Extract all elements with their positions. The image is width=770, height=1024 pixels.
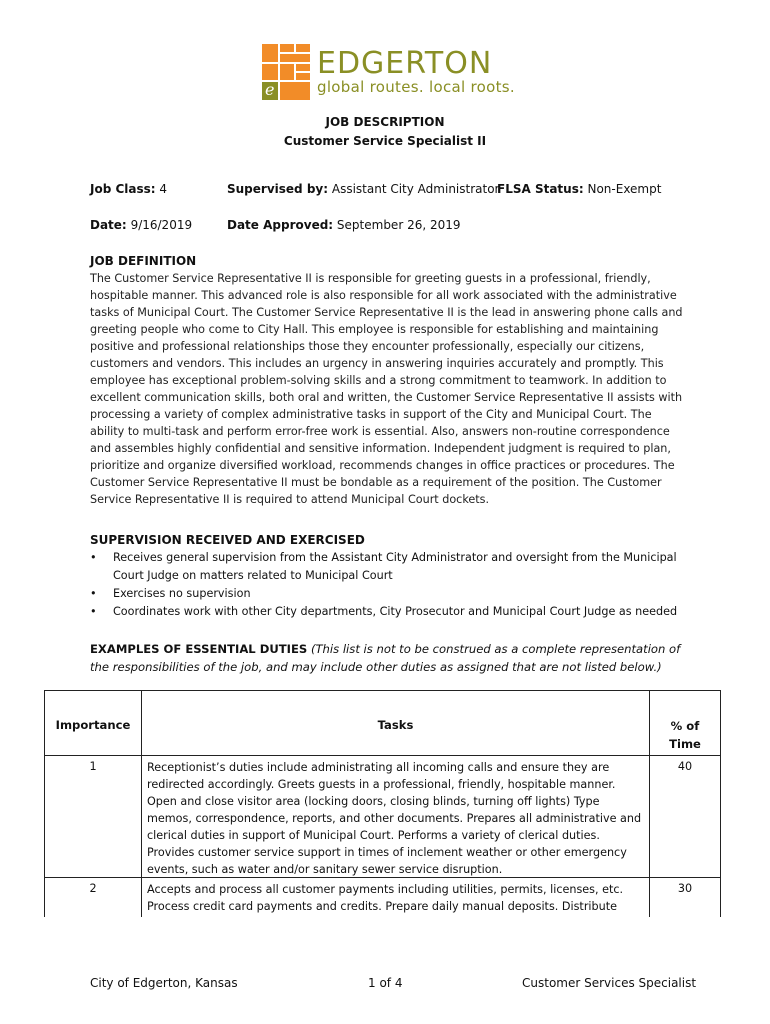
duties-note: (This list is not to be construed as a complete representation of the responsibilities of the job, and may include other duties as assigned that are not listed below.) bbox=[90, 642, 681, 674]
table-divider bbox=[45, 755, 720, 756]
row1-task: Receptionist’s duties include administrating all incoming calls and ensure they are redirected accordingly. Greets guests in a professional, friendly, hospitable manner. Open and close visitor area (locking doors, closing blinds, turning off lights) Type memos, correspondence, reports, and other documents. Prepares all administrative and clerical duties in support of Municipal Court. Performs a variety of clerical duties. Provides customer service support in times of inclement weather or other emergency events, such as water and/or sanitary sewer service disruption. bbox=[147, 761, 642, 876]
job-class-label: Job Class: bbox=[90, 182, 156, 196]
doc-subtitle: Customer Service Specialist II bbox=[283, 134, 487, 148]
doc-title: JOB DESCRIPTION bbox=[325, 115, 445, 129]
footer-left: City of Edgerton, Kansas bbox=[90, 976, 238, 990]
flsa-value: Non-Exempt bbox=[587, 182, 662, 196]
duties-table bbox=[44, 690, 721, 917]
col-header-tasks: Tasks bbox=[377, 718, 414, 732]
job-class bbox=[90, 182, 167, 196]
date-value: 9/16/2019 bbox=[130, 218, 193, 232]
supervision-heading: SUPERVISION RECEIVED AND EXERCISED bbox=[90, 533, 365, 547]
job-date bbox=[90, 218, 192, 232]
col-header-time: % of Time bbox=[669, 719, 701, 751]
flsa-label: FLSA Status: bbox=[497, 182, 584, 196]
col-header-importance: Importance bbox=[55, 718, 131, 732]
footer-page-number: 1 of 4 bbox=[368, 976, 403, 990]
definition-heading: JOB DEFINITION bbox=[90, 254, 197, 268]
list-item: • Receives general supervision from the Assistant City Administrator and oversight from the Municipal Court Judge on matters related to Municipal Court bbox=[90, 549, 690, 585]
date-label: Date: bbox=[90, 218, 127, 232]
row2-time: 30 bbox=[677, 882, 693, 895]
logo-wordmark: EDGERTON bbox=[317, 46, 493, 81]
row1-time: 40 bbox=[677, 760, 693, 773]
approved-value: September 26, 2019 bbox=[336, 218, 461, 232]
row2-importance: 2 bbox=[89, 882, 97, 895]
logo-tagline: global routes. local roots. bbox=[317, 78, 515, 96]
row1-importance: 1 bbox=[89, 760, 97, 773]
supervised-value: Assistant City Administrator bbox=[331, 182, 500, 196]
edgerton-logo bbox=[262, 44, 522, 102]
supervised-by bbox=[227, 182, 499, 196]
footer-right: Customer Services Specialist bbox=[522, 976, 697, 990]
logo-letter: e bbox=[265, 80, 275, 99]
duties-heading-block bbox=[90, 640, 690, 676]
list-item: • Exercises no supervision bbox=[90, 585, 690, 603]
flsa-status bbox=[497, 182, 661, 196]
duties-heading: EXAMPLES OF ESSENTIAL DUTIES bbox=[90, 642, 308, 656]
date-approved bbox=[227, 218, 461, 232]
supervised-label: Supervised by: bbox=[227, 182, 329, 196]
approved-label: Date Approved: bbox=[227, 218, 334, 232]
job-class-value: 4 bbox=[159, 182, 168, 196]
definition-text: The Customer Service Representative II is responsible for greeting guests in a professional, friendly, hospitable manner. This advanced role is also responsible for all work associated with the administrative tasks of Municipal Court. The Customer Service Representative II is the lead in answering phone calls and greeting people who come to City Hall. This employee is responsible for establishing and maintaining positive and professional relationships those they encounter professionally, especially our citizens, customers and vendors. This includes an urgency in answering inquiries accurately and promptly. This employee has exceptional problem-solving skills and a strong commitment to teamwork. In addition to excellent communication skills, both oral and written, the Customer Service Representative II assists with processing a variety of complex administrative tasks in support of the City and Municipal Court. The ability to multi-task and perform error-free work is essential. Also, answers non-routine correspondence and assembles highly confidential and sensitive information. Independent judgment is required to plan, prioritize and organize diversified workload, recommends changes in office practices or procedures. The Customer Service Representative II must be bondable as a requirement of the position. The Customer Service Representative II is required to attend Municipal Court dockets. bbox=[90, 272, 683, 506]
supervision-list bbox=[90, 549, 690, 621]
row2-task: Accepts and process all customer payments including utilities, permits, licenses, etc. Process credit card payments and credits. Prepare daily manual deposits. Distribute bbox=[147, 883, 624, 913]
list-item: • Coordinates work with other City departments, City Prosecutor and Municipal Court Judge as needed bbox=[90, 603, 690, 621]
